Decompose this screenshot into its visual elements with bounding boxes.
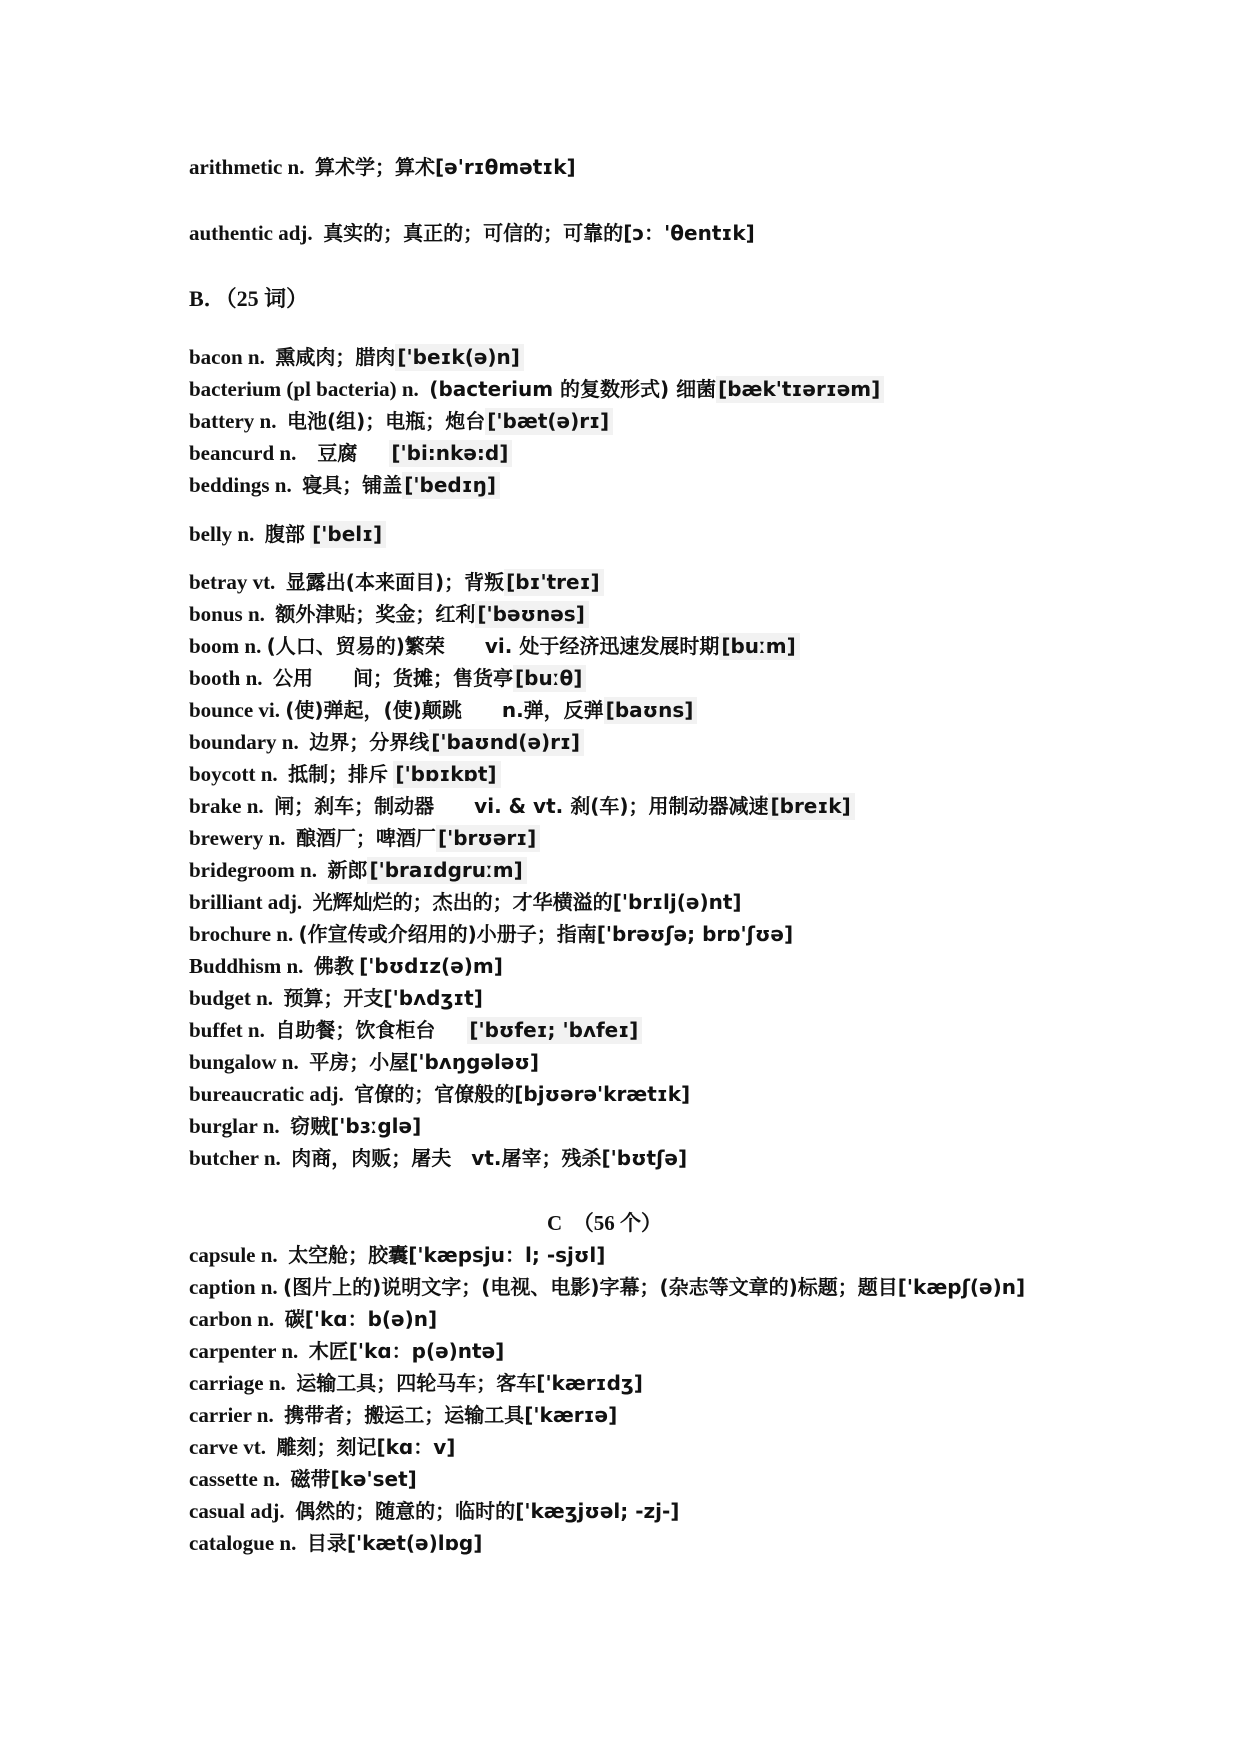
entry-word: arithmetic n. (189, 155, 305, 179)
entry-definition: 碳 (284, 1307, 305, 1331)
entry-word: catalogue n. (189, 1531, 297, 1555)
entry-phonetic: ['bɒɪkɒt] (393, 761, 500, 788)
entry-definition: 雕刻；刻记 (276, 1435, 377, 1459)
entry-phonetic: [breɪk] (768, 793, 854, 820)
entry-phonetic: ['bʊfeɪ; 'bʌfeɪ] (467, 1017, 642, 1044)
entry-burglar (189, 1111, 421, 1141)
entry-word: carrier n. (189, 1403, 274, 1427)
entry-definition: (人口、贸易的)繁荣 vi. 处于经济迅速发展时期 (266, 634, 720, 658)
entry-definition: 预算；开支 (283, 986, 384, 1010)
entry-phonetic: ['baʊnd(ə)rɪ] (429, 729, 584, 756)
entry-capsule (189, 1240, 605, 1270)
entry-word: brewery n. (189, 826, 286, 850)
entry-word: boycott n. (189, 762, 278, 786)
entry-definition: 公用 间；货摊；售货亭 (273, 666, 514, 690)
entry-word: bonus n. (189, 602, 265, 626)
entry-phonetic: [ɔ：'θentɪk] (623, 221, 755, 245)
section-heading-c (0, 1208, 1241, 1238)
entry-definition: (使)弹起，(使)颠跳 n.弹，反弹 (285, 698, 604, 722)
entry-beddings (189, 470, 500, 500)
entry-word: booth n. (189, 666, 263, 690)
entry-bacon (189, 342, 524, 372)
entry-carbon (189, 1304, 437, 1334)
entry-word: casual adj. (189, 1499, 285, 1523)
entry-word: bounce vi. (189, 698, 281, 722)
entry-phonetic: [bɪ'treɪ] (504, 569, 604, 596)
entry-definition: 电池(组)；电瓶；炮台 (287, 409, 486, 433)
entry-word: bridegroom n. (189, 858, 317, 882)
entry-definition: 真实的；真正的；可信的；可靠的 (323, 221, 624, 245)
entry-definition: (作宣传或介绍用的)小册子；指南 (298, 922, 597, 946)
entry-word: bacon n. (189, 345, 265, 369)
entry-phonetic: ['kærɪə] (524, 1403, 618, 1427)
entry-definition: 新郎 (327, 858, 368, 882)
entry-word: budget n. (189, 986, 274, 1010)
entry-bungalow (189, 1047, 539, 1077)
entry-definition: 腹部 (264, 522, 305, 546)
entry-word: beddings n. (189, 473, 292, 497)
entry-word: boundary n. (189, 730, 299, 754)
entry-definition: 磁带 (290, 1467, 331, 1491)
entry-phonetic: ['bəʊnəs] (475, 601, 588, 628)
entry-word: beancurd n. (189, 441, 297, 465)
entry-word: butcher n. (189, 1146, 281, 1170)
entry-bounce (189, 695, 697, 725)
entry-phonetic: ['brɪlj(ə)nt] (612, 890, 742, 914)
entry-butcher (189, 1143, 687, 1173)
entry-phonetic: ['bʊdɪz(ə)m] (359, 954, 503, 978)
entry-definition: 抵制；排斥 (288, 762, 389, 786)
entry-definition: 官僚的；官僚般的 (354, 1082, 515, 1106)
entry-bacterium (189, 374, 884, 404)
entry-phonetic: ['kæt(ə)lɒg] (346, 1531, 483, 1555)
entry-carrier (189, 1400, 617, 1430)
entry-definition: 酿酒厂；啤酒厂 (295, 826, 436, 850)
entry-brochure (189, 919, 793, 949)
entry-phonetic: ['bæt(ə)rɪ] (485, 408, 613, 435)
entry-definition: 佛教 (313, 954, 354, 978)
entry-definition: 额外津贴；奖金；红利 (275, 602, 476, 626)
entry-word: carbon n. (189, 1307, 275, 1331)
entry-arithmetic (189, 152, 576, 182)
entry-phonetic: ['bɜːglə] (330, 1114, 422, 1138)
entry-phonetic: [kə'set] (330, 1467, 417, 1491)
entry-authentic (189, 218, 755, 248)
entry-phonetic: [bæk'tɪərɪəm] (716, 376, 884, 403)
entry-word: caption n. (189, 1275, 278, 1299)
entry-belly (189, 519, 386, 549)
entry-phonetic: ['brəʊʃə; brɒ'ʃʊə] (596, 922, 794, 946)
entry-definition: 目录 (306, 1531, 347, 1555)
section-heading-c-text: C （56 个） (547, 1211, 662, 1235)
entry-boom (189, 631, 800, 661)
entry-phonetic: ['braɪdgruːm] (367, 857, 526, 884)
entry-definition: 闸；刹车；制动器 vi. & vt. 刹(车)；用制动器减速 (274, 794, 769, 818)
entry-definition: 木匠 (308, 1339, 349, 1363)
entry-cassette (189, 1464, 417, 1494)
entry-battery (189, 406, 613, 436)
entry-definition: 窃贼 (290, 1114, 331, 1138)
entry-definition: 寝具；铺盖 (302, 473, 403, 497)
entry-phonetic: [bjʊərə'krætɪk] (514, 1082, 691, 1106)
entry-word: brake n. (189, 794, 264, 818)
entry-definition: 太空舱；胶囊 (288, 1243, 409, 1267)
entry-carve (189, 1432, 455, 1462)
entry-definition: 算术学；算术 (314, 155, 435, 179)
entry-definition: (图片上的)说明文字；(电视、电影)字幕；(杂志等文章的)标题；题目 (282, 1275, 898, 1299)
entry-brilliant (189, 887, 742, 917)
entry-definition: 光辉灿烂的；杰出的；才华横溢的 (312, 890, 613, 914)
entry-phonetic: ['bedɪŋ] (402, 472, 500, 499)
entry-word: bungalow n. (189, 1050, 299, 1074)
entry-word: boom n. (189, 634, 262, 658)
entry-boycott (189, 759, 501, 789)
entry-definition: 自助餐；饮食柜台 (275, 1018, 436, 1042)
entry-word: battery n. (189, 409, 277, 433)
entry-boundary (189, 727, 584, 757)
entry-phonetic: ['bʌŋgələʊ] (409, 1050, 539, 1074)
entry-definition: 运输工具；四轮马车；客车 (296, 1371, 537, 1395)
entry-definition: 豆腐 (317, 441, 358, 465)
entry-phonetic: ['beɪk(ə)n] (395, 344, 524, 371)
entry-booth (189, 663, 586, 693)
entry-word: authentic adj. (189, 221, 313, 245)
entry-bonus (189, 599, 589, 629)
entry-buddhism (189, 951, 503, 981)
entry-phonetic: ['kɑ：b(ə)n] (304, 1307, 438, 1331)
entry-phonetic: [kɑ：v] (376, 1435, 456, 1459)
entry-definition: 携带者；搬运工；运输工具 (284, 1403, 525, 1427)
entry-phonetic: ['kæʒjʊəl; -zj-] (515, 1499, 680, 1523)
entry-definition: (bacterium 的复数形式) 细菌 (429, 377, 717, 401)
entry-word: belly n. (189, 522, 255, 546)
entry-word: betray vt. (189, 570, 276, 594)
entry-word: bureaucratic adj. (189, 1082, 344, 1106)
entry-word: brilliant adj. (189, 890, 303, 914)
entry-word: Buddhism n. (189, 954, 304, 978)
entry-phonetic: ['belɪ] (310, 521, 386, 548)
entry-phonetic: ['bʊtʃə] (601, 1146, 688, 1170)
section-heading-b: B．（25 词） (189, 286, 309, 311)
entry-bridegroom (189, 855, 527, 885)
entry-phonetic: ['kæpʃ(ə)n] (897, 1275, 1026, 1299)
entry-phonetic: ['kɑ：p(ə)ntə] (348, 1339, 505, 1363)
entry-definition: 平房；小屋 (309, 1050, 410, 1074)
entry-phonetic: ['brʊərɪ] (436, 825, 540, 852)
entry-betray (189, 567, 604, 597)
entry-carriage (189, 1368, 643, 1398)
entry-word: capsule n. (189, 1243, 278, 1267)
entry-bureaucratic (189, 1079, 690, 1109)
entry-phonetic: [baʊns] (604, 697, 698, 724)
entry-budget (189, 983, 483, 1013)
entry-beancurd (189, 438, 512, 468)
entry-word: brochure n. (189, 922, 294, 946)
entry-definition: 熏咸肉；腊肉 (275, 345, 396, 369)
entry-phonetic: [ə'rɪθmətɪk] (434, 155, 576, 179)
entry-brewery (189, 823, 540, 853)
entry-phonetic: ['kæpsju：l; -sjʊl] (408, 1243, 606, 1267)
entry-word: cassette n. (189, 1467, 280, 1491)
entry-word: carriage n. (189, 1371, 286, 1395)
entry-phonetic: [buːm] (719, 633, 799, 660)
entry-definition: 肉商，肉贩；屠夫 vt.屠宰；残杀 (291, 1146, 602, 1170)
entry-catalogue (189, 1528, 482, 1558)
entry-definition: 边界；分界线 (309, 730, 430, 754)
entry-casual (189, 1496, 679, 1526)
entry-word: bacterium (pl bacteria) n. (189, 377, 419, 401)
entry-word: carve vt. (189, 1435, 266, 1459)
entry-carpenter (189, 1336, 504, 1366)
entry-buffet (189, 1015, 642, 1045)
entry-phonetic: [buːθ] (513, 665, 586, 692)
entry-definition: 显露出(本来面目)；背叛 (285, 570, 505, 594)
entry-word: buffet n. (189, 1018, 265, 1042)
entry-phonetic: ['bʌdʒɪt] (383, 986, 483, 1010)
entry-phonetic: ['bi:nkə:d] (389, 440, 512, 467)
entry-phonetic: ['kærɪdʒ] (536, 1371, 643, 1395)
entry-word: burglar n. (189, 1114, 280, 1138)
entry-caption (189, 1272, 1025, 1302)
entry-word: carpenter n. (189, 1339, 299, 1363)
entry-definition: 偶然的；随意的；临时的 (295, 1499, 516, 1523)
entry-brake (189, 791, 855, 821)
